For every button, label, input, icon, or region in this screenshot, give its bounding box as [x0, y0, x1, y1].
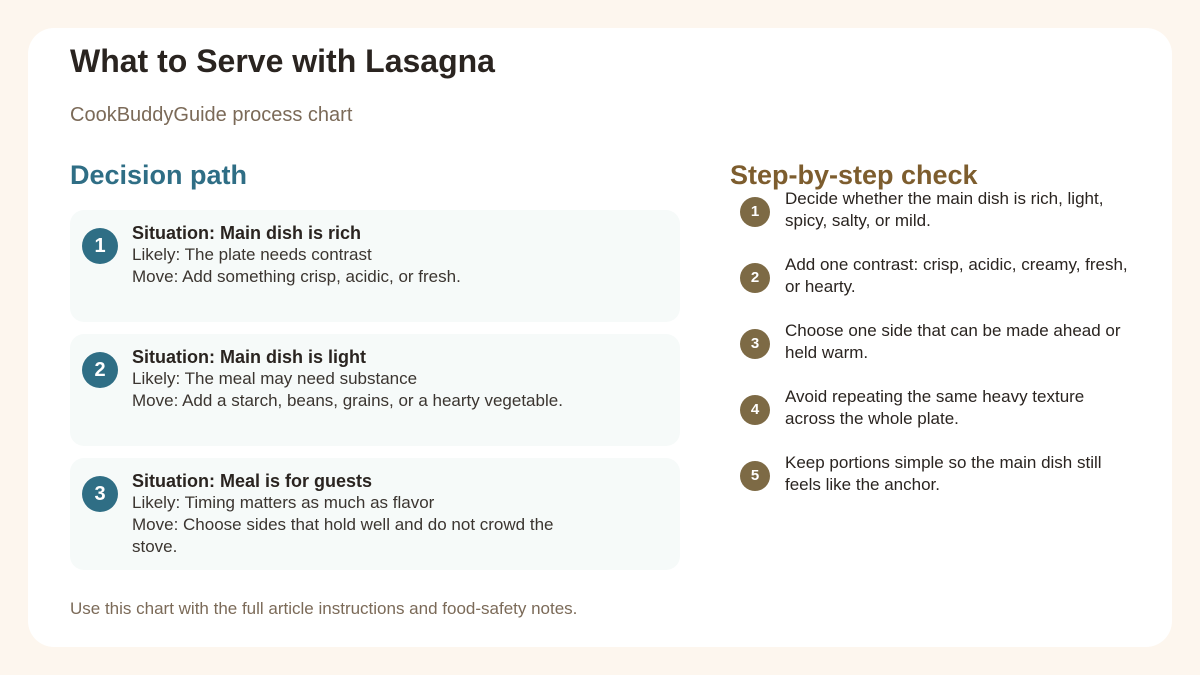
- decision-likely: Likely: Timing matters as much as flavor: [132, 493, 435, 512]
- decision-situation: Situation: Main dish is rich: [132, 223, 362, 243]
- decision-likely: Likely: The plate needs contrast: [132, 245, 372, 264]
- decision-number-badge: 3: [82, 476, 118, 512]
- footer-note: Use this chart with the full article instructions and food-safety notes.: [70, 599, 578, 618]
- page-title: What to Serve with Lasagna: [70, 43, 495, 79]
- step-text: Avoid repeating the same heavy texture across the whole plate.: [785, 387, 1085, 428]
- decision-text: [132, 222, 592, 288]
- decision-move: Move: Choose sides that hold well and do not crowd the stove.: [132, 515, 554, 556]
- decision-card-2: [70, 334, 680, 446]
- step-number-badge: 2: [740, 263, 770, 293]
- step-text: Add one contrast: crisp, acidic, creamy, fresh, or hearty.: [785, 255, 1128, 296]
- step-text: Decide whether the main dish is rich, light, spicy, salty, or mild.: [785, 189, 1104, 230]
- step-number-badge: 5: [740, 461, 770, 491]
- step-text: Keep portions simple so the main dish still feels like the anchor.: [785, 453, 1102, 494]
- step-number-badge: 1: [740, 197, 770, 227]
- decision-card-3: [70, 458, 680, 570]
- decision-move: Move: Add a starch, beans, grains, or a hearty vegetable.: [132, 391, 563, 410]
- decision-likely: Likely: The meal may need substance: [132, 369, 418, 388]
- decision-text: [132, 470, 592, 558]
- step-text: Choose one side that can be made ahead or held warm.: [785, 321, 1121, 362]
- step-number-badge: 3: [740, 329, 770, 359]
- decision-card-1: [70, 210, 680, 322]
- decision-situation: Situation: Meal is for guests: [132, 471, 373, 491]
- decision-path-heading: Decision path: [70, 160, 248, 190]
- step-number-badge: 4: [740, 395, 770, 425]
- decision-text: [132, 346, 592, 412]
- decision-number-badge: 1: [82, 228, 118, 264]
- step-check-heading: Step-by-step check: [730, 160, 978, 190]
- decision-situation: Situation: Main dish is light: [132, 347, 366, 367]
- decision-move: Move: Add something crisp, acidic, or fresh.: [132, 267, 461, 286]
- page-subtitle: CookBuddyGuide process chart: [70, 104, 353, 126]
- decision-number-badge: 2: [82, 352, 118, 388]
